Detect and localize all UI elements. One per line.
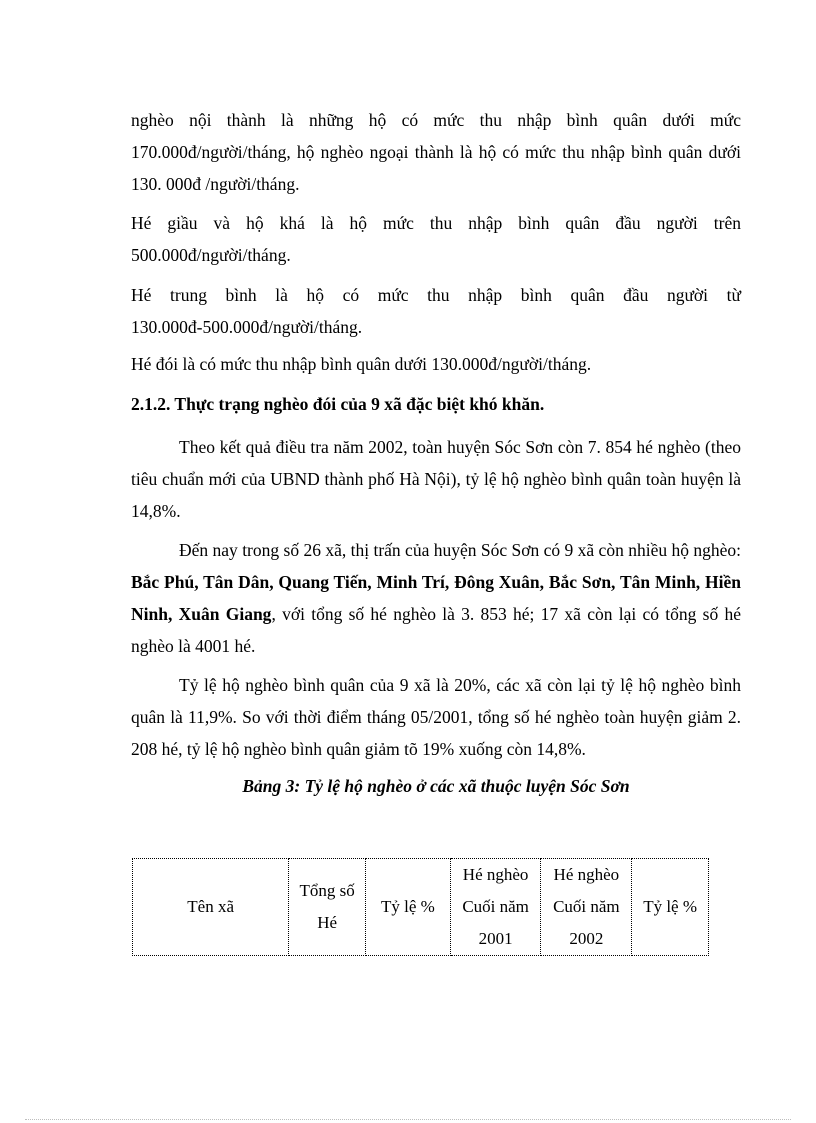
commune-names-list: Bắc Phú, Tân Dân, Quang Tiến, Minh Trí, Đông Xuân, Bắc Sơn, Tân Minh, Hiền Ninh, Xuân Giang (131, 572, 741, 624)
table-caption: Bảng 3: Tỷ lệ hộ nghèo ở các xã thuộc luyện Sóc Sơn (242, 776, 630, 796)
page-bottom-divider (25, 1119, 791, 1120)
paragraph-poverty-rate: Tỷ lệ hộ nghèo bình quân của 9 xã là 20%, các xã còn lại tỷ lệ hộ nghèo bình quân là 11,9%. So với thời điểm tháng 05/2001, tổng số hé nghèo toàn huyện giảm 2. 208 hé, tỷ lệ hộ nghèo bình quân giảm tõ 19% xuống còn 14,8%. (131, 675, 741, 759)
paragraph-survey-results: Theo kết quả điều tra năm 2002, toàn huyện Sóc Sơn còn 7. 854 hé nghèo (theo tiêu chuẩn mới của UBND thành phố Hà Nội), tỷ lệ hộ nghèo bình quân toàn huyện là 14,8%. (131, 437, 741, 521)
paragraph-poverty-definition: nghèo nội thành là những hộ có mức thu nhập bình quân dưới mức 170.000đ/người/tháng, hộ nghèo ngoại thành là hộ có mức thu nhập bình quân dưới 130. 000đ /người/tháng. (131, 110, 741, 194)
header-poor-2001: Hé nghèo Cuối năm 2001 (450, 859, 541, 956)
paragraph-poor-communes-end: , với tổng số hé nghèo là 3. 853 hé; 17 xã còn lại có tổng số hé nghèo là 4001 hé. (131, 604, 741, 656)
section-heading: 2.1.2. Thực trạng nghèo đói của 9 xã đặc biệt khó khăn. (131, 394, 545, 414)
paragraph-average-households: Hé trung bình là hộ có mức thu nhập bình quân đầu người từ 130.000đ-500.000đ/người/tháng. (131, 285, 741, 337)
paragraph-hungry-households: Hé đói là có mức thu nhập bình quân dưới 130.000đ/người/tháng. (131, 354, 592, 374)
table-header-row (133, 859, 709, 956)
header-poor-2002: Hé nghèo Cuối năm 2002 (541, 859, 632, 956)
paragraph-poor-communes (131, 534, 741, 662)
header-rate-2: Tỷ lệ % (632, 859, 709, 956)
paragraph-poor-communes-start: Đến nay trong số 26 xã, thị trấn của huyện Sóc Sơn có 9 xã còn nhiều hộ nghèo: (179, 540, 741, 560)
poverty-table (132, 858, 709, 956)
header-total-households: Tổng số Hé (289, 859, 366, 956)
header-commune-name: Tên xã (133, 859, 289, 956)
header-rate-1: Tỷ lệ % (366, 859, 451, 956)
paragraph-rich-households: Hé giầu và hộ khá là hộ mức thu nhập bình quân đầu người trên 500.000đ/người/tháng. (131, 213, 741, 265)
